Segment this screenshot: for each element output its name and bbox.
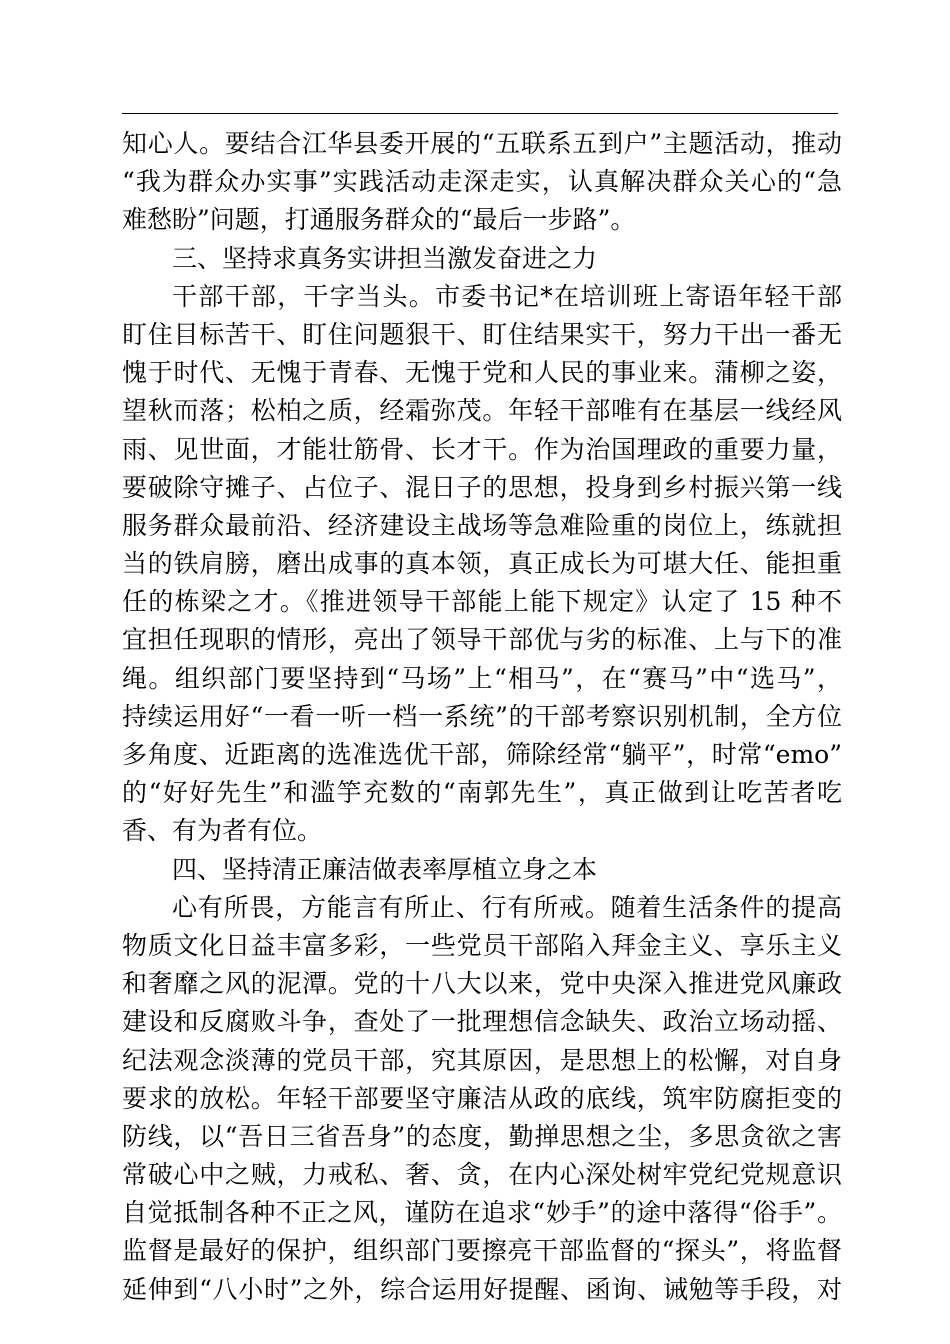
text-line: 心有所畏，方能言有所止、行有所戒。随着生活条件的提高 xyxy=(172,892,842,922)
text-line: 建设和反腐败斗争，查处了一批理想信念缺失、政治立场动摇、 xyxy=(122,1007,842,1037)
text-line: 望秋而落；松柏之质，经霜弥茂。年轻干部唯有在基层一线经风 xyxy=(122,396,842,426)
text-line: 愧于时代、无愧于青春、无愧于党和人民的事业来。蒲柳之姿， xyxy=(122,358,842,388)
text-line: 要破除守摊子、占位子、混日子的思想，投身到乡村振兴第一线 xyxy=(122,472,842,502)
text-line: 绳。组织部门要坚持到“马场”上“相马”，在“赛马”中“选马”， xyxy=(122,663,842,693)
text-line: 延伸到“八小时”之外，综合运用好提醒、函询、诫勉等手段，对 xyxy=(122,1274,842,1304)
header-rule xyxy=(122,113,838,114)
section-heading: 三、坚持求真务实讲担当激发奋进之力 xyxy=(172,243,598,273)
text-line: 监督是最好的保护，组织部门要擦亮干部监督的“探头”，将监督 xyxy=(122,1236,842,1266)
document-body xyxy=(122,125,842,1309)
text-line: 任的栋梁之才。《推进领导干部能上能下规定》认定了 15 种不 xyxy=(122,587,842,617)
text-line: 雨、见世面，才能壮筋骨、长才干。作为治国理政的重要力量， xyxy=(122,434,842,464)
text-line: 多角度、近距离的选准选优干部，筛除经常“躺平”，时常“emo” xyxy=(122,740,842,769)
text-line: 服务群众最前沿、经济建设主战场等急难险重的岗位上，练就担 xyxy=(122,510,842,540)
text-line: 知心人。要结合江华县委开展的“五联系五到户”主题活动，推动 xyxy=(122,129,842,158)
text-line: 宜担任现职的情形，亮出了领导干部优与劣的标准、上与下的准 xyxy=(122,625,842,655)
text-line: 香、有为者有位。 xyxy=(122,816,323,846)
text-line: 要求的放松。年轻干部要坚守廉洁从政的底线，筑牢防腐拒变的 xyxy=(122,1083,842,1113)
text-line: 防线，以“吾日三省吾身”的态度，勤掸思想之尘，多思贪欲之害 xyxy=(122,1121,842,1151)
text-line: 持续运用好“一看一听一档一系统”的干部考察识别机制，全方位 xyxy=(122,701,842,731)
text-line: 盯住目标苦干、盯住问题狠干、盯住结果实干，努力干出一番无 xyxy=(122,319,842,349)
text-line: 当的铁肩膀，磨出成事的真本领，真正成长为可堪大任、能担重 xyxy=(122,549,842,579)
section-heading: 四、坚持清正廉洁做表率厚植立身之本 xyxy=(172,854,598,884)
text-line: 纪法观念淡薄的党员干部，究其原因，是思想上的松懈，对自身 xyxy=(122,1045,842,1075)
text-line: “我为群众办实事”实践活动走深走实，认真解决群众关心的“急 xyxy=(122,167,842,197)
text-line: 常破心中之贼，力戒私、奢、贪，在内心深处树牢党纪党规意识 xyxy=(122,1160,842,1190)
text-line: 干部干部，干字当头。市委书记*在培训班上寄语年轻干部 xyxy=(172,281,842,311)
text-line: 自觉抵制各种不正之风，谨防在追求“妙手”的途中落得“俗手”。 xyxy=(122,1198,842,1228)
text-line: 和奢靡之风的泥潭。党的十八大以来，党中央深入推进党风廉政 xyxy=(122,969,842,999)
text-line: 物质文化日益丰富多彩，一些党员干部陷入拜金主义、享乐主义 xyxy=(122,930,842,960)
text-line: 难愁盼”问题，打通服务群众的“最后一步路”。 xyxy=(122,205,636,235)
text-line: 的“好好先生”和滥竽充数的“南郭先生”，真正做到让吃苦者吃 xyxy=(122,778,842,808)
